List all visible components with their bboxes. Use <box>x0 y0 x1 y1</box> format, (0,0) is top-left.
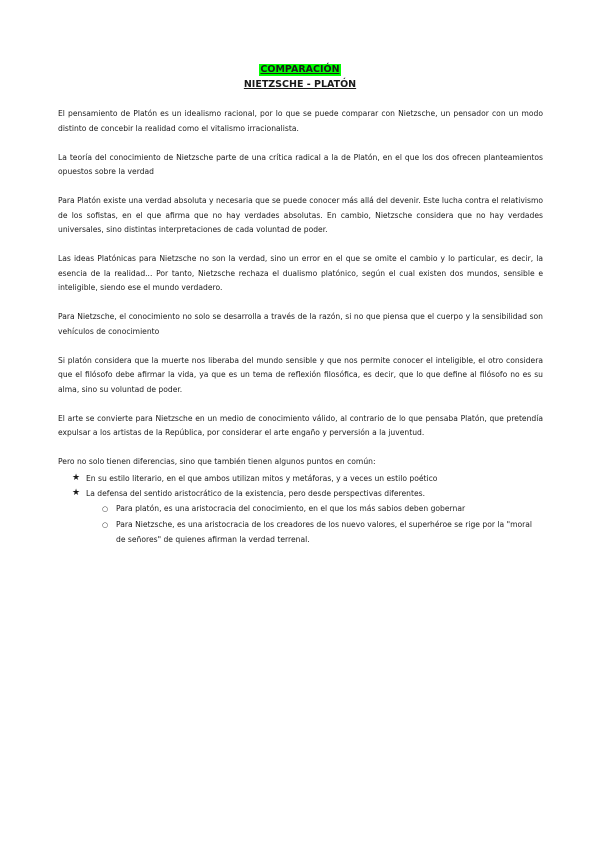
list-item <box>72 486 543 502</box>
paragraph: Para Nietzsche, el conocimiento no solo se desarrolla a través de la razón, si no que piensa que el cuerpo y la sensibilidad son vehículos de conocimiento <box>58 312 543 336</box>
document-body <box>58 107 543 549</box>
common-points-list <box>58 471 543 502</box>
paragraph: Si platón considera que la muerte nos liberaba del mundo sensible y que nos permite conocer el inteligible, el otro considera que el filósofo debe afirmar la vida, ya que es un tema de reflexión filosófica, es decir, que lo que define al filósofo no es su alma, sino su voluntad de poder. <box>58 355 543 394</box>
list-item-text: Para platón, es una aristocracia del conocimiento, en el que los más sabios deben gobernar <box>116 503 466 513</box>
circle-bullet-icon: ○ <box>102 521 109 529</box>
paragraph: La teoría del conocimiento de Nietzsche parte de una crítica radical a la de Platón, en el que los dos ofrecen planteamientos opuestos sobre la verdad <box>58 152 543 176</box>
list-item <box>72 471 543 487</box>
document-subtitle: NIETZSCHE - PLATÓN <box>243 79 357 90</box>
paragraph: Las ideas Platónicas para Nietzsche no son la verdad, sino un error en el que se omite el cambio y lo particular, es decir, la esencia de la realidad... Por tanto, Nietzsche rechaza el dualismo platónico, según el cual existen dos mundos, sensible e inteligible, siendo ese el mundo verdadero. <box>58 254 543 292</box>
list-item <box>102 502 543 517</box>
list-item-text: En su estilo literario, en el que ambos utilizan mitos y metáforas, y a veces un estilo poético <box>86 473 438 483</box>
list-item <box>102 518 543 547</box>
paragraph: El pensamiento de Platón es un idealismo racional, por lo que se puede comparar con Nietzsche, un pensador con un modo distinto de concebir la realidad como el vitalismo irracionalista. <box>58 109 543 133</box>
sub-points-list <box>58 502 543 548</box>
document-title: COMPARACIÓN <box>260 64 340 75</box>
circle-bullet-icon: ○ <box>102 504 109 513</box>
list-item-text: Para Nietzsche, es una aristocracia de los creadores de los nuevo valores, el superhéroe se rige por la "moral de señores" de quienes afirman la verdad terrenal. <box>116 520 532 544</box>
star-bullet-icon: ★ <box>72 472 81 483</box>
star-bullet-icon: ★ <box>72 488 81 498</box>
common-points-intro: Pero no solo tienen diferencias, sino que también tienen algunos puntos en común: <box>58 457 376 466</box>
paragraph: El arte se convierte para Nietzsche en un medio de conocimiento válido, al contrario de lo que pensaba Platón, que pretendía expulsar a los artistas de la República, por considerar el arte engaño y perversión a la juventud. <box>58 413 543 437</box>
list-item-text: La defensa del sentido aristocrático de la existencia, pero desde perspectivas diferentes. <box>86 489 425 498</box>
paragraph: Para Platón existe una verdad absoluta y necesaria que se puede conocer más allá del devenir. Este lucha contra el relativismo de los sofistas, en el que afirma que no hay verdades absolutas. En cambio, Nietzsche considera que no hay verdades universales, sino distintas interpretaciones de cada voluntad de poder. <box>58 196 543 234</box>
title-block <box>0 57 600 91</box>
